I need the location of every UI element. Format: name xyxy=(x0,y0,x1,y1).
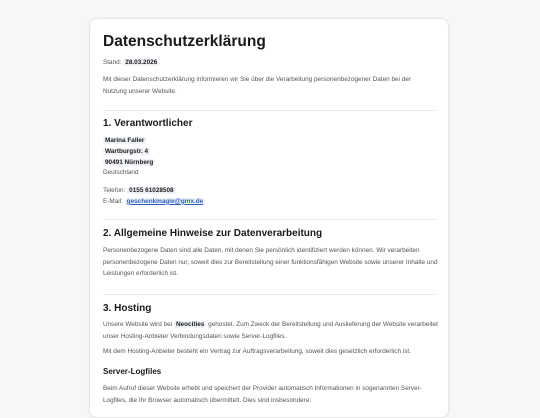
contact-block xyxy=(103,186,205,208)
intro-text: Mit dieser Datenschutzerklärung informieren wir Sie über die Verarbeitung personenbezogener Daten bei der Nutzung unserer Website. xyxy=(103,76,411,95)
page-title: Datenschutzerklärung xyxy=(103,33,266,50)
stand-label: Stand: xyxy=(103,59,122,66)
controller-name: Marina Faller xyxy=(105,137,145,144)
email-label: E-Mail: xyxy=(103,197,123,205)
logfiles-heading: Server-Logfiles xyxy=(103,367,162,376)
privacy-policy-card xyxy=(89,18,449,418)
section-2-text: Personenbezogene Daten sind alle Daten, mit denen Sie persönlich identifiziert werden können. Wir verarbeiten personenbezogene Daten nur, soweit dies zur Bereitstellung einer funktionsfähigen Website sowie unserer Inhalte und Leistungen erforderlich ist. xyxy=(103,247,438,277)
divider xyxy=(103,294,436,295)
hosting-text-before: Unsere Website wird bei xyxy=(103,321,173,328)
stand-date: 28.03.2026 xyxy=(125,59,158,66)
divider xyxy=(103,219,436,220)
section-3-heading: 3. Hosting xyxy=(103,303,152,314)
host-name: Neocities xyxy=(175,321,205,328)
phone-label: Telefon: xyxy=(103,187,126,194)
section-1-heading: 1. Verantwortlicher xyxy=(103,118,193,129)
controller-country: Deutschland xyxy=(103,169,139,177)
section-2-heading: 2. Allgemeine Hinweise zur Datenverarbeitung xyxy=(103,228,323,239)
controller-city: 90491 Nürnberg xyxy=(105,158,154,166)
hosting-text-after: gehostet. Zum Zweck der Bereitstellung und Auslieferung der Website verarbeitet unser Hosting-Anbieter Verbindungsdaten sowie Server-Logfiles. xyxy=(103,321,438,340)
contract-text: Mit dem Hosting-Anbieter besteht ein Vertrag zur Auftragsverarbeitung, soweit dies gesetzlich erforderlich ist. xyxy=(103,348,411,355)
phone-number: 0155 61028508 xyxy=(129,187,174,194)
logfiles-text: Beim Aufruf dieser Website erhebt und speichert der Provider automatisch Informationen in sogenannten Server-Logfiles, die Ihr Browser automatisch übermittelt. Dies sind insbesondere: xyxy=(103,385,422,404)
address-block xyxy=(103,136,155,179)
divider xyxy=(103,110,436,111)
stand-line xyxy=(103,57,159,69)
controller-street: Wartburgstr. 4 xyxy=(105,147,149,155)
hosting-text xyxy=(103,319,441,342)
email-link[interactable]: geschenkmagie@gmx.de xyxy=(126,197,204,205)
